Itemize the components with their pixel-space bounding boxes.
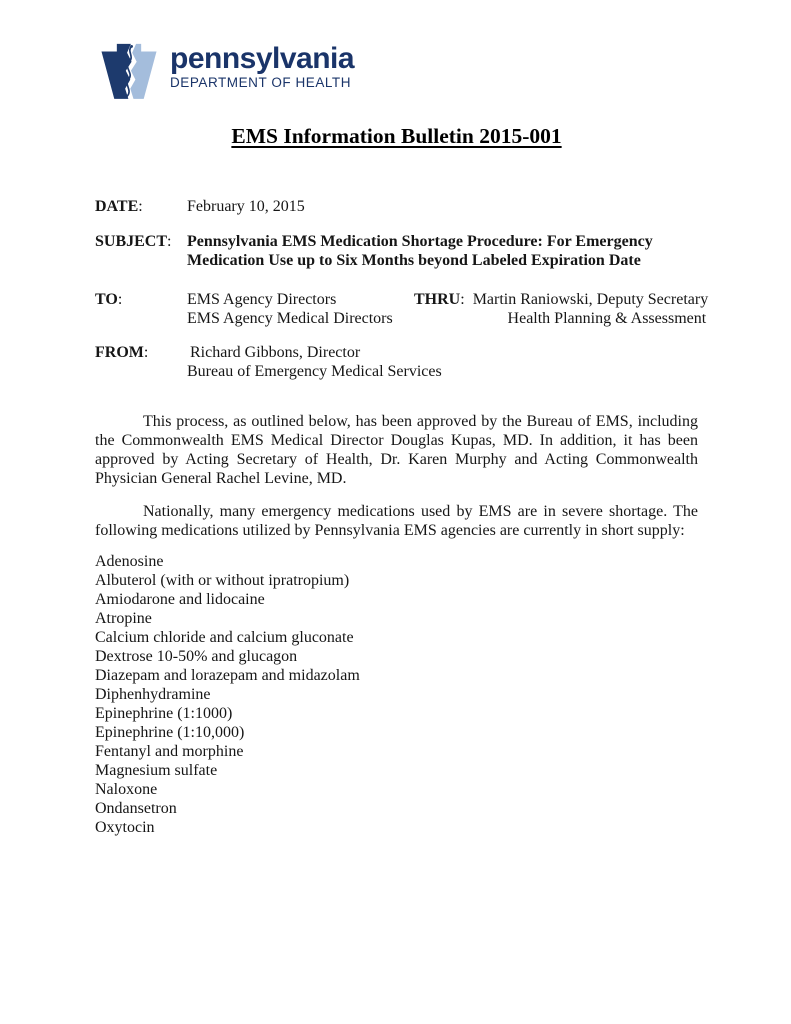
date-label: DATE: [95, 198, 143, 215]
body-paragraph: This process, as outlined below, has been approved by the Bureau of EMS, including the Commonwealth EMS Medical Director Douglas Kupas, MD. In addition, it has been approved by Acting Secretary of Health, Dr. Karen Murphy and Acting Commonwealth Physician General Rachel Levine, MD. [95, 413, 698, 487]
thru-line: Health Planning & Assessment [507, 310, 707, 327]
medication-item: Magnesium sulfate [95, 762, 218, 779]
medication-item: Albuterol (with or without ipratropium) [95, 572, 350, 589]
to-label: TO: [95, 291, 123, 308]
logo-text [170, 38, 354, 91]
meta-row-to-thru [95, 290, 709, 328]
thru-block [414, 290, 708, 328]
medication-item: Fentanyl and morphine [95, 743, 244, 760]
subject-label: SUBJECT: [95, 233, 172, 250]
date-value: February 10, 2015 [187, 198, 305, 215]
medication-item: Calcium chloride and calcium gluconate [95, 629, 354, 646]
thru-label: THRU: [414, 291, 465, 308]
medication-item: Epinephrine (1:1000) [95, 705, 233, 722]
medication-item: Diazepam and lorazepam and midazolam [95, 667, 360, 684]
keystone-caduceus-icon [97, 38, 161, 106]
bulletin-meta [95, 197, 709, 381]
medication-item: Atropine [95, 610, 152, 627]
medication-item: Adenosine [95, 553, 164, 570]
from-label: FROM: [95, 344, 149, 361]
medication-item: Naloxone [95, 781, 158, 798]
from-value [187, 343, 698, 381]
medication-item: Ondansetron [95, 800, 177, 817]
meta-row-date [95, 197, 698, 216]
body-paragraph: Nationally, many emergency medications used by EMS are in severe shortage. The following medications utilized by Pennsylvania EMS agencies are currently in short supply: [95, 503, 698, 539]
meta-row-subject [95, 232, 698, 270]
meta-row-from [95, 343, 698, 381]
logo-department-text: DEPARTMENT OF HEALTH [170, 75, 352, 90]
pa-doh-logo [97, 38, 698, 108]
medication-item: Dextrose 10-50% and glucagon [95, 648, 298, 665]
from-line: Bureau of Emergency Medical Services [187, 363, 442, 380]
medication-item: Epinephrine (1:10,000) [95, 724, 245, 741]
medication-shortage-list [95, 552, 698, 837]
logo-brand-text: pennsylvania [170, 42, 355, 75]
to-value [187, 290, 414, 328]
subject-value: Pennsylvania EMS Medication Shortage Procedure: For Emergency Medication Use up to Six Months beyond Labeled Expiration Date [187, 233, 653, 269]
medication-item: Diphenhydramine [95, 686, 211, 703]
from-line: Richard Gibbons, Director [190, 344, 361, 361]
medication-item: Oxytocin [95, 819, 155, 836]
medication-item: Amiodarone and lidocaine [95, 591, 265, 608]
to-line: EMS Agency Directors [187, 291, 337, 308]
to-line: EMS Agency Medical Directors [187, 310, 393, 327]
thru-line: THRU: Martin Raniowski, Deputy Secretary [414, 291, 709, 308]
page-title: EMS Information Bulletin 2015-001 [231, 124, 562, 148]
